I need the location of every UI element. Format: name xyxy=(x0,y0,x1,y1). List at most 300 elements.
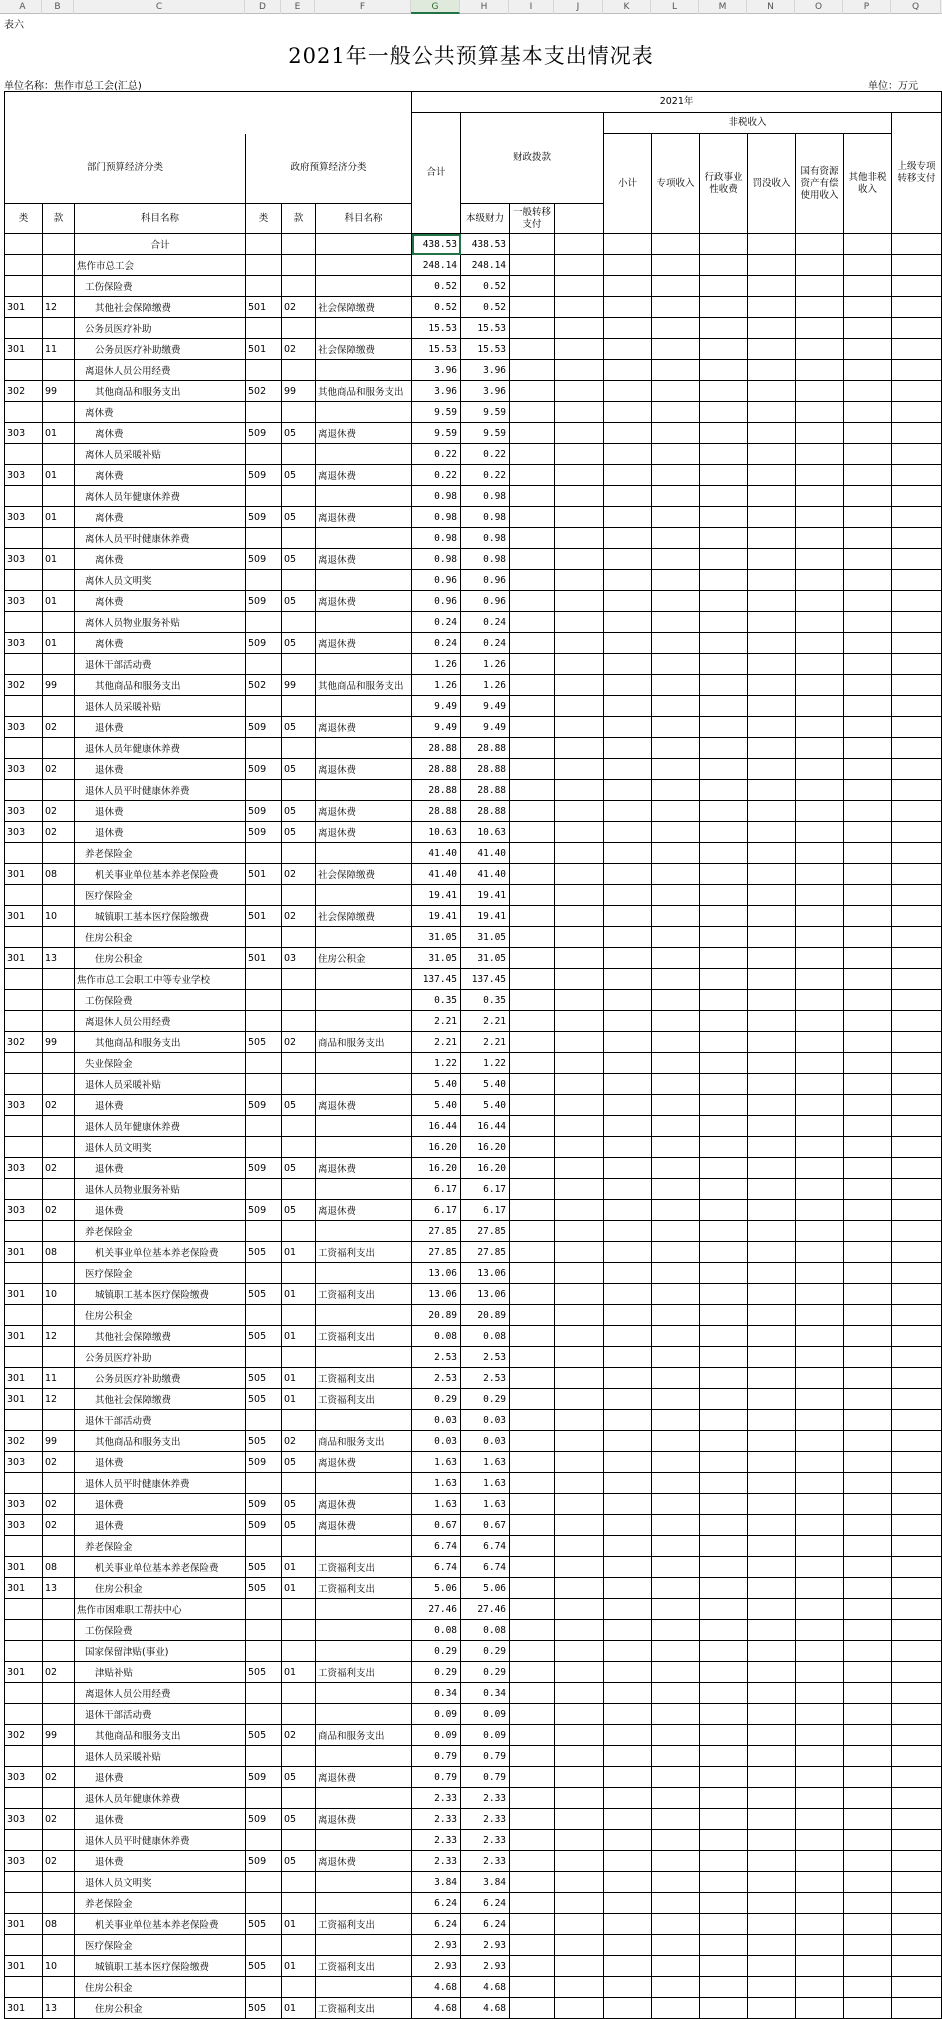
cell-benji[interactable]: 438.53 xyxy=(461,234,510,255)
cell-benji[interactable]: 27.85 xyxy=(461,1242,510,1263)
cell-empty[interactable] xyxy=(796,507,844,528)
cell-gov-class-code[interactable]: 509 xyxy=(246,717,282,738)
cell-empty[interactable] xyxy=(748,1326,796,1347)
cell-benji[interactable]: 41.40 xyxy=(461,864,510,885)
cell-empty[interactable] xyxy=(844,507,892,528)
cell-empty[interactable] xyxy=(510,549,555,570)
cell-empty[interactable] xyxy=(604,1935,652,1956)
cell-empty[interactable] xyxy=(700,1284,748,1305)
cell-gov-class-code[interactable] xyxy=(246,360,282,381)
cell-gov-class-code[interactable]: 505 xyxy=(246,1242,282,1263)
cell-empty[interactable] xyxy=(796,1074,844,1095)
cell-empty[interactable] xyxy=(748,234,796,255)
cell-class-code[interactable]: 303 xyxy=(5,1851,43,1872)
cell-empty[interactable] xyxy=(700,486,748,507)
cell-empty[interactable] xyxy=(748,675,796,696)
cell-empty[interactable] xyxy=(604,1389,652,1410)
cell-item-code[interactable] xyxy=(43,1620,75,1641)
cell-item-code[interactable]: 02 xyxy=(43,1494,75,1515)
cell-gov-item-code[interactable] xyxy=(282,1977,316,1998)
cell-item-code[interactable]: 02 xyxy=(43,1200,75,1221)
cell-empty[interactable] xyxy=(796,1347,844,1368)
cell-class-code[interactable] xyxy=(5,1179,43,1200)
cell-empty[interactable] xyxy=(700,843,748,864)
cell-gov-item-code[interactable] xyxy=(282,696,316,717)
cell-class-code[interactable] xyxy=(5,402,43,423)
cell-gov-class-code[interactable] xyxy=(246,402,282,423)
cell-empty[interactable] xyxy=(844,1662,892,1683)
cell-empty[interactable] xyxy=(892,612,942,633)
cell-gov-subject-name[interactable]: 商品和服务支出 xyxy=(316,1431,412,1452)
cell-item-code[interactable] xyxy=(43,1704,75,1725)
cell-gov-item-code[interactable] xyxy=(282,1893,316,1914)
cell-empty[interactable] xyxy=(604,1326,652,1347)
cell-empty[interactable] xyxy=(555,1956,604,1977)
cell-empty[interactable] xyxy=(700,1053,748,1074)
cell-empty[interactable] xyxy=(892,1746,942,1767)
cell-total[interactable]: 9.59 xyxy=(412,423,461,444)
cell-benji[interactable]: 0.35 xyxy=(461,990,510,1011)
cell-gov-class-code[interactable] xyxy=(246,1074,282,1095)
cell-empty[interactable] xyxy=(796,318,844,339)
cell-empty[interactable] xyxy=(700,1599,748,1620)
cell-empty[interactable] xyxy=(892,1305,942,1326)
cell-gov-class-code[interactable]: 509 xyxy=(246,1158,282,1179)
cell-class-code[interactable] xyxy=(5,528,43,549)
cell-empty[interactable] xyxy=(555,1011,604,1032)
cell-gov-subject-name[interactable]: 离退休费 xyxy=(316,1494,412,1515)
cell-empty[interactable] xyxy=(748,843,796,864)
cell-benji[interactable]: 27.46 xyxy=(461,1599,510,1620)
cell-empty[interactable] xyxy=(700,1641,748,1662)
cell-class-code[interactable] xyxy=(5,1683,43,1704)
cell-item-code[interactable] xyxy=(43,1872,75,1893)
cell-empty[interactable] xyxy=(892,402,942,423)
cell-subject-name[interactable]: 离退休人员公用经费 xyxy=(75,1011,246,1032)
cell-gov-class-code[interactable] xyxy=(246,234,282,255)
cell-class-code[interactable] xyxy=(5,234,43,255)
cell-empty[interactable] xyxy=(604,507,652,528)
cell-subject-name[interactable]: 焦作市困难职工帮扶中心 xyxy=(75,1599,246,1620)
cell-benji[interactable]: 9.59 xyxy=(461,423,510,444)
cell-empty[interactable] xyxy=(555,1641,604,1662)
cell-empty[interactable] xyxy=(700,360,748,381)
cell-empty[interactable] xyxy=(892,1620,942,1641)
cell-empty[interactable] xyxy=(796,969,844,990)
cell-empty[interactable] xyxy=(796,297,844,318)
cell-class-code[interactable] xyxy=(5,1704,43,1725)
cell-empty[interactable] xyxy=(748,1368,796,1389)
cell-benji[interactable]: 9.49 xyxy=(461,717,510,738)
cell-empty[interactable] xyxy=(796,444,844,465)
cell-benji[interactable]: 27.85 xyxy=(461,1221,510,1242)
cell-item-code[interactable]: 10 xyxy=(43,1284,75,1305)
cell-empty[interactable] xyxy=(796,1956,844,1977)
cell-benji[interactable]: 3.96 xyxy=(461,381,510,402)
cell-empty[interactable] xyxy=(700,465,748,486)
cell-gov-subject-name[interactable]: 商品和服务支出 xyxy=(316,1725,412,1746)
cell-empty[interactable] xyxy=(510,801,555,822)
cell-gov-item-code[interactable]: 03 xyxy=(282,948,316,969)
cell-total[interactable]: 13.06 xyxy=(412,1284,461,1305)
cell-empty[interactable] xyxy=(748,927,796,948)
cell-empty[interactable] xyxy=(652,276,700,297)
column-letter-j[interactable]: J xyxy=(554,0,603,14)
cell-class-code[interactable] xyxy=(5,1536,43,1557)
cell-subject-name[interactable]: 其他社会保障缴费 xyxy=(75,1326,246,1347)
cell-empty[interactable] xyxy=(604,1557,652,1578)
cell-empty[interactable] xyxy=(652,1662,700,1683)
cell-gov-class-code[interactable]: 509 xyxy=(246,1200,282,1221)
cell-empty[interactable] xyxy=(700,1200,748,1221)
cell-total[interactable]: 0.03 xyxy=(412,1431,461,1452)
cell-empty[interactable] xyxy=(700,801,748,822)
cell-empty[interactable] xyxy=(796,1746,844,1767)
cell-empty[interactable] xyxy=(604,1053,652,1074)
cell-total[interactable]: 2.21 xyxy=(412,1032,461,1053)
cell-gov-item-code[interactable] xyxy=(282,444,316,465)
cell-empty[interactable] xyxy=(652,1305,700,1326)
cell-total[interactable]: 0.67 xyxy=(412,1515,461,1536)
cell-empty[interactable] xyxy=(700,1767,748,1788)
cell-subject-name[interactable]: 退休费 xyxy=(75,1095,246,1116)
cell-empty[interactable] xyxy=(652,1347,700,1368)
cell-subject-name[interactable]: 养老保险金 xyxy=(75,1893,246,1914)
cell-subject-name[interactable]: 其他商品和服务支出 xyxy=(75,1032,246,1053)
cell-subject-name[interactable]: 退休费 xyxy=(75,717,246,738)
cell-subject-name[interactable]: 退休人员年健康休养费 xyxy=(75,1788,246,1809)
cell-total[interactable]: 6.74 xyxy=(412,1557,461,1578)
cell-empty[interactable] xyxy=(604,528,652,549)
cell-empty[interactable] xyxy=(604,1725,652,1746)
cell-empty[interactable] xyxy=(510,570,555,591)
cell-empty[interactable] xyxy=(892,1809,942,1830)
cell-empty[interactable] xyxy=(844,1998,892,2019)
cell-empty[interactable] xyxy=(652,1641,700,1662)
cell-empty[interactable] xyxy=(652,1683,700,1704)
cell-empty[interactable] xyxy=(700,1704,748,1725)
cell-empty[interactable] xyxy=(604,1977,652,1998)
cell-empty[interactable] xyxy=(652,1368,700,1389)
cell-benji[interactable]: 1.26 xyxy=(461,654,510,675)
cell-gov-class-code[interactable] xyxy=(246,1620,282,1641)
cell-class-code[interactable] xyxy=(5,1116,43,1137)
cell-subject-name[interactable]: 退休费 xyxy=(75,1452,246,1473)
cell-gov-class-code[interactable] xyxy=(246,1053,282,1074)
cell-empty[interactable] xyxy=(796,1326,844,1347)
cell-total[interactable]: 41.40 xyxy=(412,864,461,885)
cell-gov-class-code[interactable]: 509 xyxy=(246,822,282,843)
cell-empty[interactable] xyxy=(700,507,748,528)
cell-empty[interactable] xyxy=(796,1809,844,1830)
cell-empty[interactable] xyxy=(604,1179,652,1200)
cell-gov-item-code[interactable]: 01 xyxy=(282,1326,316,1347)
cell-total[interactable]: 1.22 xyxy=(412,1053,461,1074)
cell-empty[interactable] xyxy=(652,1032,700,1053)
cell-empty[interactable] xyxy=(604,843,652,864)
cell-gov-subject-name[interactable] xyxy=(316,528,412,549)
cell-empty[interactable] xyxy=(510,381,555,402)
cell-benji[interactable]: 0.22 xyxy=(461,465,510,486)
cell-empty[interactable] xyxy=(748,528,796,549)
cell-gov-item-code[interactable] xyxy=(282,1599,316,1620)
cell-gov-class-code[interactable]: 509 xyxy=(246,1809,282,1830)
cell-empty[interactable] xyxy=(844,549,892,570)
cell-empty[interactable] xyxy=(510,1200,555,1221)
cell-empty[interactable] xyxy=(700,528,748,549)
cell-empty[interactable] xyxy=(892,591,942,612)
cell-benji[interactable]: 0.98 xyxy=(461,549,510,570)
cell-benji[interactable]: 2.33 xyxy=(461,1788,510,1809)
cell-gov-item-code[interactable]: 01 xyxy=(282,1557,316,1578)
cell-empty[interactable] xyxy=(892,297,942,318)
cell-gov-subject-name[interactable]: 离退休费 xyxy=(316,1200,412,1221)
cell-gov-subject-name[interactable]: 离退休费 xyxy=(316,1452,412,1473)
cell-gov-class-code[interactable] xyxy=(246,1305,282,1326)
cell-empty[interactable] xyxy=(604,360,652,381)
cell-item-code[interactable]: 13 xyxy=(43,1578,75,1599)
cell-empty[interactable] xyxy=(510,339,555,360)
cell-gov-item-code[interactable]: 02 xyxy=(282,297,316,318)
cell-benji[interactable]: 9.59 xyxy=(461,402,510,423)
cell-empty[interactable] xyxy=(510,1998,555,2019)
cell-empty[interactable] xyxy=(892,507,942,528)
cell-empty[interactable] xyxy=(748,1095,796,1116)
cell-item-code[interactable]: 11 xyxy=(43,1368,75,1389)
cell-empty[interactable] xyxy=(555,1557,604,1578)
cell-gov-subject-name[interactable] xyxy=(316,255,412,276)
cell-item-code[interactable] xyxy=(43,1473,75,1494)
cell-gov-class-code[interactable]: 509 xyxy=(246,591,282,612)
cell-empty[interactable] xyxy=(652,822,700,843)
cell-gov-class-code[interactable] xyxy=(246,1473,282,1494)
cell-benji[interactable]: 0.52 xyxy=(461,276,510,297)
cell-gov-class-code[interactable] xyxy=(246,1872,282,1893)
cell-empty[interactable] xyxy=(748,1473,796,1494)
cell-gov-class-code[interactable]: 501 xyxy=(246,948,282,969)
cell-gov-subject-name[interactable]: 社会保障缴费 xyxy=(316,906,412,927)
cell-empty[interactable] xyxy=(844,990,892,1011)
cell-total[interactable]: 1.63 xyxy=(412,1494,461,1515)
cell-empty[interactable] xyxy=(604,1137,652,1158)
cell-empty[interactable] xyxy=(510,1095,555,1116)
cell-empty[interactable] xyxy=(748,381,796,402)
cell-empty[interactable] xyxy=(652,1494,700,1515)
column-letter-q[interactable]: Q xyxy=(891,0,941,14)
cell-gov-class-code[interactable]: 509 xyxy=(246,1851,282,1872)
cell-item-code[interactable]: 01 xyxy=(43,423,75,444)
cell-class-code[interactable]: 302 xyxy=(5,1431,43,1452)
cell-empty[interactable] xyxy=(700,1578,748,1599)
cell-empty[interactable] xyxy=(700,969,748,990)
cell-empty[interactable] xyxy=(748,507,796,528)
cell-empty[interactable] xyxy=(700,570,748,591)
column-letter-b[interactable]: B xyxy=(42,0,74,14)
cell-empty[interactable] xyxy=(555,738,604,759)
cell-item-code[interactable] xyxy=(43,843,75,864)
cell-subject-name[interactable]: 退休人员平时健康休养费 xyxy=(75,1473,246,1494)
cell-gov-class-code[interactable] xyxy=(246,1410,282,1431)
cell-empty[interactable] xyxy=(510,1494,555,1515)
cell-item-code[interactable] xyxy=(43,969,75,990)
cell-gov-subject-name[interactable] xyxy=(316,1788,412,1809)
cell-total[interactable]: 5.40 xyxy=(412,1095,461,1116)
cell-total[interactable]: 2.33 xyxy=(412,1809,461,1830)
column-letter-p[interactable]: P xyxy=(843,0,891,14)
cell-empty[interactable] xyxy=(796,1683,844,1704)
cell-gov-item-code[interactable] xyxy=(282,1830,316,1851)
cell-benji[interactable]: 6.74 xyxy=(461,1557,510,1578)
cell-total[interactable]: 31.05 xyxy=(412,927,461,948)
cell-empty[interactable] xyxy=(652,1914,700,1935)
cell-empty[interactable] xyxy=(844,1515,892,1536)
cell-gov-item-code[interactable] xyxy=(282,360,316,381)
cell-gov-class-code[interactable]: 509 xyxy=(246,1515,282,1536)
cell-empty[interactable] xyxy=(700,633,748,654)
cell-class-code[interactable]: 303 xyxy=(5,549,43,570)
cell-empty[interactable] xyxy=(892,1431,942,1452)
cell-subject-name[interactable]: 离休费 xyxy=(75,549,246,570)
cell-gov-subject-name[interactable] xyxy=(316,969,412,990)
cell-empty[interactable] xyxy=(700,1788,748,1809)
cell-empty[interactable] xyxy=(748,1536,796,1557)
cell-empty[interactable] xyxy=(652,1809,700,1830)
cell-empty[interactable] xyxy=(892,1221,942,1242)
cell-empty[interactable] xyxy=(700,864,748,885)
cell-empty[interactable] xyxy=(892,990,942,1011)
cell-empty[interactable] xyxy=(796,1830,844,1851)
cell-empty[interactable] xyxy=(510,1242,555,1263)
cell-empty[interactable] xyxy=(555,633,604,654)
cell-empty[interactable] xyxy=(700,927,748,948)
cell-total[interactable]: 0.98 xyxy=(412,507,461,528)
cell-empty[interactable] xyxy=(652,1011,700,1032)
cell-total[interactable]: 2.93 xyxy=(412,1935,461,1956)
cell-item-code[interactable] xyxy=(43,927,75,948)
cell-benji[interactable]: 28.88 xyxy=(461,801,510,822)
cell-gov-class-code[interactable]: 509 xyxy=(246,549,282,570)
cell-empty[interactable] xyxy=(700,1410,748,1431)
cell-empty[interactable] xyxy=(844,969,892,990)
cell-gov-item-code[interactable] xyxy=(282,1179,316,1200)
cell-gov-subject-name[interactable] xyxy=(316,402,412,423)
cell-total[interactable]: 0.98 xyxy=(412,528,461,549)
cell-total[interactable]: 3.84 xyxy=(412,1872,461,1893)
cell-subject-name[interactable]: 退休人员年健康休养费 xyxy=(75,738,246,759)
cell-empty[interactable] xyxy=(796,1767,844,1788)
cell-benji[interactable]: 0.24 xyxy=(461,612,510,633)
cell-empty[interactable] xyxy=(892,1683,942,1704)
cell-empty[interactable] xyxy=(555,1620,604,1641)
cell-benji[interactable]: 1.22 xyxy=(461,1053,510,1074)
cell-class-code[interactable] xyxy=(5,1053,43,1074)
cell-gov-class-code[interactable] xyxy=(246,1935,282,1956)
cell-empty[interactable] xyxy=(748,1074,796,1095)
cell-empty[interactable] xyxy=(844,1095,892,1116)
cell-empty[interactable] xyxy=(555,1725,604,1746)
cell-empty[interactable] xyxy=(892,465,942,486)
cell-empty[interactable] xyxy=(652,969,700,990)
cell-empty[interactable] xyxy=(892,864,942,885)
cell-subject-name[interactable]: 退休费 xyxy=(75,801,246,822)
cell-empty[interactable] xyxy=(844,360,892,381)
cell-gov-item-code[interactable]: 02 xyxy=(282,1431,316,1452)
cell-total[interactable]: 9.49 xyxy=(412,717,461,738)
cell-empty[interactable] xyxy=(748,1914,796,1935)
cell-item-code[interactable]: 08 xyxy=(43,1557,75,1578)
cell-empty[interactable] xyxy=(892,948,942,969)
cell-empty[interactable] xyxy=(510,486,555,507)
cell-item-code[interactable] xyxy=(43,990,75,1011)
cell-gov-subject-name[interactable] xyxy=(316,1410,412,1431)
cell-class-code[interactable] xyxy=(5,1263,43,1284)
cell-empty[interactable] xyxy=(844,780,892,801)
cell-total[interactable]: 0.52 xyxy=(412,297,461,318)
cell-empty[interactable] xyxy=(748,465,796,486)
cell-gov-subject-name[interactable]: 工资福利支出 xyxy=(316,1326,412,1347)
cell-gov-class-code[interactable]: 505 xyxy=(246,1284,282,1305)
cell-subject-name[interactable]: 合计 xyxy=(75,234,246,255)
cell-subject-name[interactable]: 离退休人员公用经费 xyxy=(75,1683,246,1704)
cell-gov-item-code[interactable] xyxy=(282,1221,316,1242)
cell-gov-subject-name[interactable] xyxy=(316,1137,412,1158)
cell-empty[interactable] xyxy=(844,1683,892,1704)
cell-total[interactable]: 6.24 xyxy=(412,1914,461,1935)
cell-empty[interactable] xyxy=(604,402,652,423)
cell-empty[interactable] xyxy=(700,1515,748,1536)
cell-empty[interactable] xyxy=(796,948,844,969)
cell-subject-name[interactable]: 退休费 xyxy=(75,1494,246,1515)
cell-empty[interactable] xyxy=(796,1410,844,1431)
cell-benji[interactable]: 2.53 xyxy=(461,1368,510,1389)
cell-total[interactable]: 9.49 xyxy=(412,696,461,717)
cell-subject-name[interactable]: 失业保险金 xyxy=(75,1053,246,1074)
cell-empty[interactable] xyxy=(510,1746,555,1767)
cell-total[interactable]: 438.53 xyxy=(412,234,461,255)
cell-empty[interactable] xyxy=(652,1473,700,1494)
cell-gov-subject-name[interactable]: 其他商品和服务支出 xyxy=(316,381,412,402)
cell-empty[interactable] xyxy=(652,318,700,339)
cell-subject-name[interactable]: 其他社会保障缴费 xyxy=(75,297,246,318)
cell-benji[interactable]: 1.63 xyxy=(461,1473,510,1494)
cell-empty[interactable] xyxy=(700,612,748,633)
cell-class-code[interactable] xyxy=(5,780,43,801)
cell-empty[interactable] xyxy=(700,1137,748,1158)
cell-benji[interactable]: 0.29 xyxy=(461,1662,510,1683)
cell-empty[interactable] xyxy=(796,1452,844,1473)
cell-empty[interactable] xyxy=(652,1515,700,1536)
cell-benji[interactable]: 0.34 xyxy=(461,1683,510,1704)
cell-empty[interactable] xyxy=(844,570,892,591)
cell-subject-name[interactable]: 养老保险金 xyxy=(75,1221,246,1242)
cell-empty[interactable] xyxy=(604,255,652,276)
cell-empty[interactable] xyxy=(700,318,748,339)
cell-class-code[interactable]: 301 xyxy=(5,339,43,360)
cell-empty[interactable] xyxy=(555,1536,604,1557)
cell-class-code[interactable]: 301 xyxy=(5,297,43,318)
cell-empty[interactable] xyxy=(700,381,748,402)
cell-empty[interactable] xyxy=(844,1956,892,1977)
cell-gov-item-code[interactable]: 05 xyxy=(282,1515,316,1536)
cell-total[interactable]: 27.85 xyxy=(412,1221,461,1242)
cell-empty[interactable] xyxy=(796,696,844,717)
cell-class-code[interactable]: 301 xyxy=(5,864,43,885)
cell-class-code[interactable] xyxy=(5,444,43,465)
cell-empty[interactable] xyxy=(555,1851,604,1872)
cell-gov-subject-name[interactable]: 离退休费 xyxy=(316,1767,412,1788)
cell-gov-class-code[interactable]: 501 xyxy=(246,906,282,927)
cell-total[interactable]: 28.88 xyxy=(412,780,461,801)
